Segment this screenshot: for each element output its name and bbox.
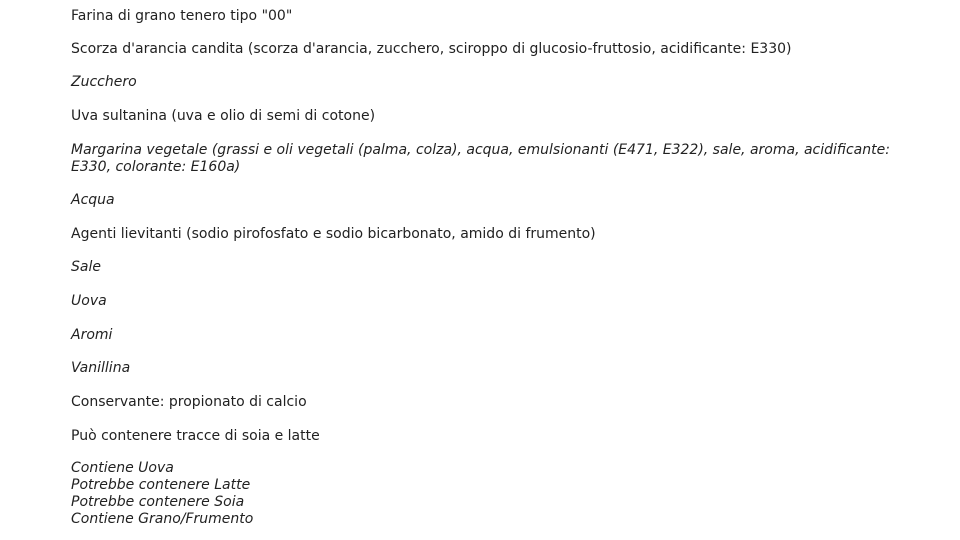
allergen-list: [71, 460, 901, 528]
ingredient-line: Può contenere tracce di soia e latte: [71, 428, 320, 444]
ingredient-line: Uva sultanina (uva e olio di semi di cotone): [71, 108, 376, 124]
allergen-line: Contiene Grano/Frumento: [71, 511, 254, 527]
ingredient-line: Sale: [71, 259, 101, 275]
ingredient-line: Margarina vegetale (grassi e oli vegetali (palma, colza), acqua, emulsionanti (E471, E322), sale, aroma, acidificante: E330, colorante: E160a): [71, 142, 890, 175]
allergen-line: Contiene Uova: [71, 460, 174, 476]
ingredient-line: Zucchero: [71, 74, 137, 90]
ingredient-line: Conservante: propionato di calcio: [71, 394, 307, 410]
ingredient-line: Scorza d'arancia candita (scorza d'arancia, zucchero, sciroppo di glucosio-fruttosio, acidificante: E330): [71, 41, 792, 57]
allergen-line: Potrebbe contenere Soia: [71, 494, 245, 510]
ingredient-line: Agenti lievitanti (sodio pirofosfato e sodio bicarbonato, amido di frumento): [71, 226, 596, 242]
ingredient-line: Vanillina: [71, 360, 131, 376]
ingredient-line: Uova: [71, 293, 107, 309]
ingredient-line: Aromi: [71, 327, 113, 343]
allergen-line: Potrebbe contenere Latte: [71, 477, 251, 493]
ingredient-line: Farina di grano tenero tipo "00": [71, 8, 293, 24]
ingredient-line: Acqua: [71, 192, 115, 208]
